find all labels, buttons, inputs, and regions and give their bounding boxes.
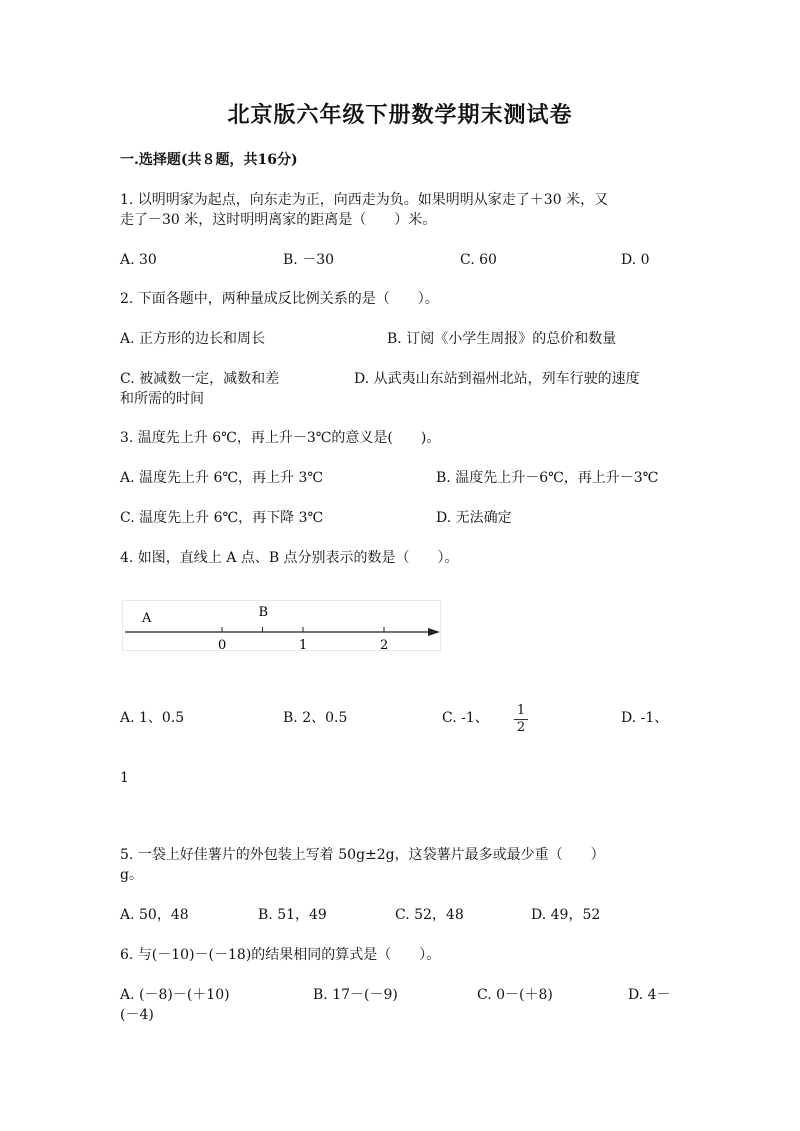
number-line-figure — [122, 600, 442, 652]
question-3-option-c: C. 温度先上升 6℃，再下降 3℃ — [120, 510, 324, 526]
question-1-option-c: C. 60 — [460, 252, 497, 268]
question-2-option-c: C. 被减数一定，减数和差 — [120, 371, 280, 387]
fraction-denominator: 2 — [516, 720, 526, 735]
question-5-stem-line1: 5. 一袋上好佳薯片的外包装上写着 50g±2g，这袋薯片最多或最少重（ ） — [120, 847, 605, 863]
tick-label: 1 — [299, 638, 308, 652]
point-b-label: B — [258, 605, 269, 620]
question-2-stem: 2. 下面各题中，两种量成反比例关系的是（ ）。 — [120, 291, 439, 307]
question-1-option-d: D. 0 — [621, 252, 650, 268]
question-3-option-d: D. 无法确定 — [436, 510, 512, 526]
question-1-stem-line1: 1. 以明明家为起点，向东走为正，向西走为负。如果明明从家走了＋30 米，又 — [120, 192, 609, 208]
question-3-option-a: A. 温度先上升 6℃，再上升 3℃ — [120, 470, 324, 486]
question-5-option-b: B. 51，49 — [258, 907, 327, 923]
point-a-label: A — [142, 611, 152, 626]
section-heading-choice: 一.选择题(共８题，共16分) — [120, 152, 298, 168]
question-6-option-b: B. 17－(－9) — [313, 987, 398, 1003]
question-2-option-d-line1: D. 从武夷山东站到福州北站，列车行驶的速度 — [354, 371, 640, 387]
page-title: 北京版六年级下册数学期末测试卷 — [227, 102, 573, 128]
question-6-option-d-continued: (－4) — [120, 1007, 154, 1023]
question-1-option-b: B. －30 — [283, 252, 335, 268]
question-2-option-d-line2: 和所需的时间 — [120, 391, 204, 407]
question-5-stem-line2: g。 — [120, 867, 143, 883]
question-6-option-d: D. 4－ — [628, 987, 671, 1003]
figure-border — [123, 601, 441, 651]
question-5-option-c: C. 52，48 — [395, 907, 464, 923]
question-1-option-a: A. 30 — [120, 252, 157, 268]
question-4-option-a: A. 1、0.5 — [120, 710, 185, 726]
question-2-option-a: A. 正方形的边长和周长 — [120, 331, 266, 347]
tick-label: 0 — [218, 638, 227, 652]
tick-label: 2 — [380, 638, 389, 652]
question-5-option-a: A. 50，48 — [120, 907, 189, 923]
question-4-option-d: D. -1、 — [621, 710, 669, 726]
question-1-stem-line2: 走了－30 米，这时明明离家的距离是（ ）米。 — [120, 212, 437, 228]
question-6-option-c: C. 0－(＋8) — [477, 987, 553, 1003]
question-2-option-b: B. 订阅《小学生周报》的总价和数量 — [387, 331, 617, 347]
question-4-option-d-continued: 1 — [120, 770, 129, 786]
question-4-stem: 4. 如图，直线上 A 点、B 点分别表示的数是（ ）。 — [120, 550, 459, 566]
number-line-ticks — [122, 627, 388, 652]
question-6-option-a: A. (－8)－(＋10) — [120, 987, 230, 1003]
question-4-option-c: C. -1、 — [442, 710, 489, 726]
arrow-right-icon — [428, 628, 440, 636]
question-5-option-d: D. 49，52 — [531, 907, 601, 923]
fraction-numerator: 1 — [516, 703, 526, 718]
fraction-one-half — [514, 704, 528, 735]
question-4-option-b: B. 2、0.5 — [283, 710, 348, 726]
question-6-stem: 6. 与(－10)－(－18)的结果相同的算式是（ ）。 — [120, 947, 441, 963]
question-3-option-b: B. 温度先上升－6℃，再上升－3℃ — [436, 470, 659, 486]
question-3-stem: 3. 温度先上升 6℃，再上升－3℃的意义是( )。 — [120, 430, 441, 446]
